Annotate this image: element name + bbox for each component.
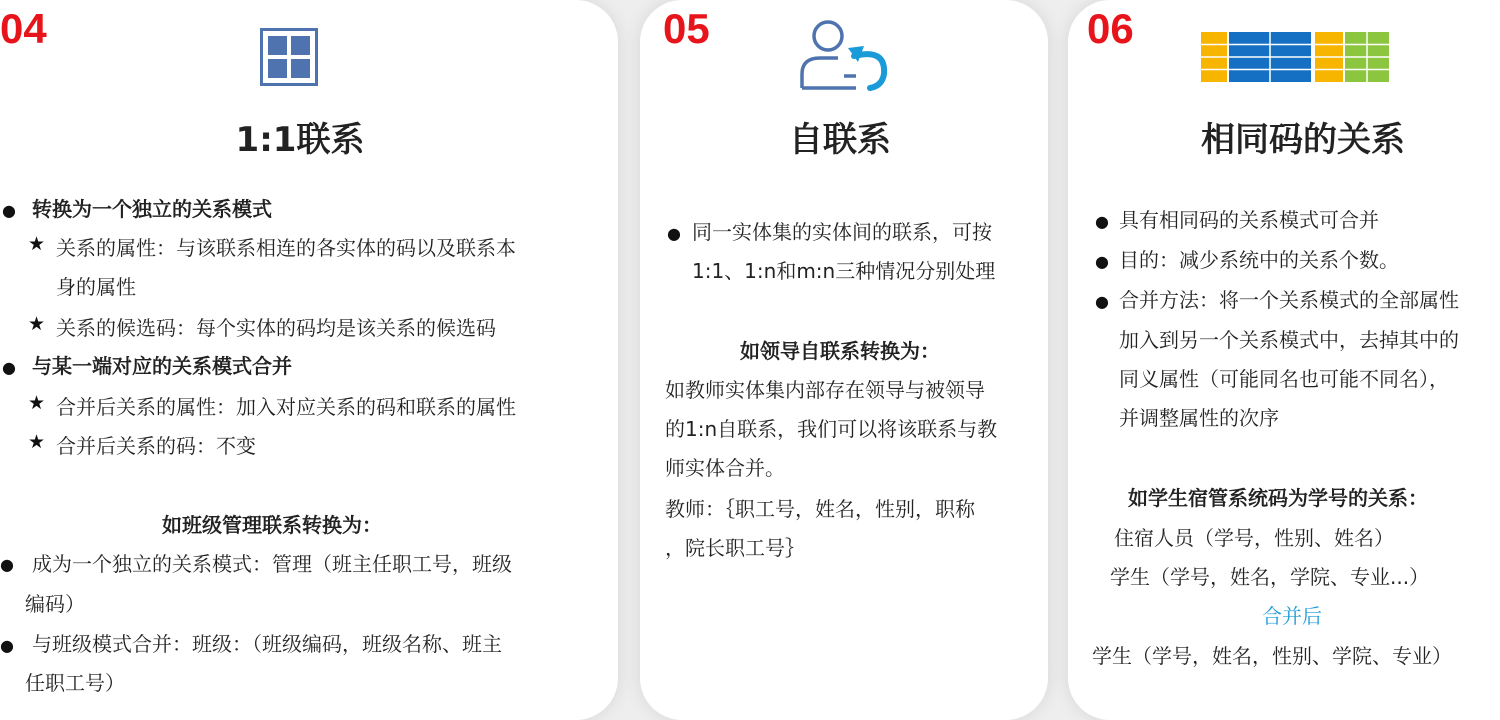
example-line: 成为一个独立的关系模式：管理（班主任职工号，班级 bbox=[32, 552, 512, 576]
card-number: 06 bbox=[1087, 5, 1134, 52]
card-one-to-one bbox=[0, 0, 618, 720]
schema-line: 教师：｛职工号，姓名，性别，职称 bbox=[665, 497, 975, 521]
bullet-line: 加入到另一个关系模式中，去掉其中的 bbox=[1119, 328, 1459, 352]
star-icon: ★ bbox=[28, 233, 46, 255]
example-heading: 如学生宿管系统码为学号的关系： bbox=[1128, 486, 1428, 510]
user-refresh-icon bbox=[798, 18, 898, 96]
sub-item-line: 身的属性 bbox=[56, 275, 136, 299]
bullet-dot: ● bbox=[2, 358, 16, 377]
bullet-dot: ● bbox=[1095, 292, 1109, 311]
bullet-line: 同一实体集的实体间的联系，可按 bbox=[692, 220, 992, 244]
bullet-line: 合并方法：将一个关系模式的全部属性 bbox=[1119, 288, 1459, 312]
sub-item-line: 合并后关系的属性：加入对应关系的码和联系的属性 bbox=[56, 395, 516, 419]
relation-line: 住宿人员（学号，性别、姓名） bbox=[1114, 526, 1394, 550]
sub-item-line: 合并后关系的码：不变 bbox=[56, 434, 256, 458]
relation-line: 学生（学号，姓名，学院、专业...） bbox=[1110, 565, 1430, 589]
star-icon: ★ bbox=[28, 431, 46, 453]
card-title: 相同码的关系 bbox=[1201, 120, 1405, 160]
grid-window-icon bbox=[260, 28, 318, 90]
bullet-dot: ● bbox=[1095, 252, 1109, 271]
bullet-dot: ● bbox=[667, 224, 681, 243]
card-title: 自联系 bbox=[789, 120, 891, 160]
card-same-key bbox=[1068, 0, 1500, 720]
bullet-dot: ● bbox=[0, 555, 14, 574]
sub-item-line: 关系的候选码：每个实体的码均是该关系的候选码 bbox=[56, 316, 496, 340]
bullet-line: 具有相同码的关系模式可合并 bbox=[1119, 208, 1379, 232]
merged-label: 合并后 bbox=[1262, 604, 1322, 628]
card-number: 05 bbox=[663, 5, 710, 52]
paragraph-line: 师实体合并。 bbox=[665, 456, 785, 480]
bullet-dot: ● bbox=[0, 636, 14, 655]
card-self-relation bbox=[640, 0, 1048, 720]
sub-item-line: 关系的属性：与该联系相连的各实体的码以及联系本 bbox=[56, 236, 516, 260]
bullet-text: 转换为一个独立的关系模式 bbox=[32, 197, 272, 221]
bullet-dot: ● bbox=[2, 201, 16, 220]
example-heading: 如领导自联系转换为： bbox=[740, 339, 940, 363]
example-line: 编码） bbox=[25, 592, 85, 616]
bullet-text: 与某一端对应的关系模式合并 bbox=[32, 354, 292, 378]
bullet-line: 目的：减少系统中的关系个数。 bbox=[1119, 248, 1399, 272]
card-number: 04 bbox=[0, 5, 47, 52]
card-title: 1:1联系 bbox=[235, 120, 365, 160]
paragraph-line: 如教师实体集内部存在领导与被领导 bbox=[665, 378, 985, 402]
paragraph-line: 的1:n自联系，我们可以将该联系与教 bbox=[665, 417, 998, 441]
merged-relation: 学生（学号，姓名，性别、学院、专业） bbox=[1092, 644, 1452, 668]
schema-line: ，院长职工号｝ bbox=[665, 536, 805, 560]
example-line: 任职工号） bbox=[25, 671, 125, 695]
color-blocks-icon bbox=[1201, 32, 1389, 86]
star-icon: ★ bbox=[28, 392, 46, 414]
example-heading: 如班级管理联系转换为： bbox=[162, 513, 382, 537]
star-icon: ★ bbox=[28, 313, 46, 335]
bullet-line: 并调整属性的次序 bbox=[1119, 406, 1279, 430]
bullet-line: 1:1、1:n和m:n三种情况分别处理 bbox=[692, 259, 996, 283]
example-line: 与班级模式合并：班级：（班级编码，班级名称、班主 bbox=[32, 632, 502, 656]
bullet-dot: ● bbox=[1095, 212, 1109, 231]
bullet-line: 同义属性（可能同名也可能不同名）， bbox=[1119, 367, 1449, 391]
